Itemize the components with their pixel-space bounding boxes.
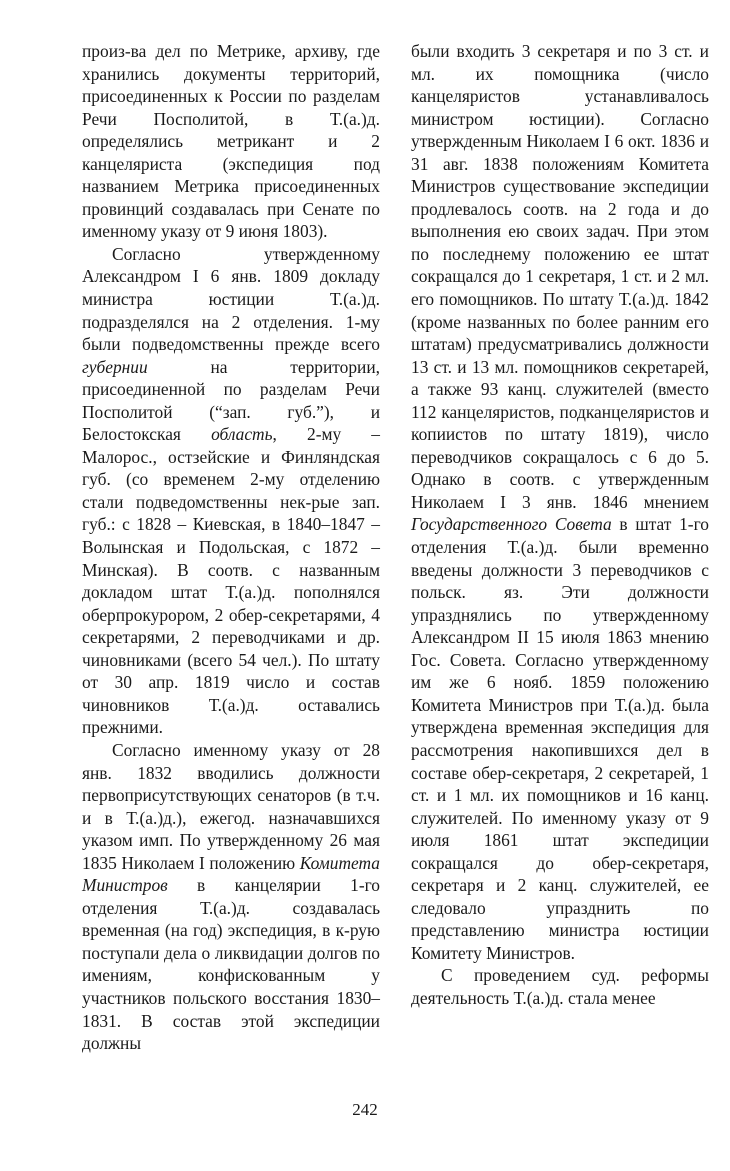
italic-term: область — [211, 424, 273, 445]
left-column — [82, 40, 380, 1055]
paragraph: Согласно именному указу от 28 янв. 1832 вводились должности первоприсутствующих сенаторов (в т.ч. и в Т.(а.)д.), ежегод. назначавшихся указом имп. По утвержденному 26 мая 1835 Николаем I положению Комитета Министров в канцелярии 1-го отделения Т.(а.)д. создавалась временная (на год) экспедиция, в к-рую поступали дела о ликвидации долгов по имениям, конфискованным у участников польского восстания 1830–1831. В состав этой экспедиции должны — [82, 739, 380, 1054]
paragraph: произ-ва дел по Метрике, архиву, где хранились документы территорий, присоединенных к России по разделам Речи Посполитой, в Т.(а.)д. определялись метрикант и 2 канцеляриста (экспедиция под названием Метрика присоединенных провинций создавалась при Сенате по именному указу от 9 июня 1803). — [82, 41, 380, 242]
page-number: 242 — [352, 1100, 378, 1119]
paragraph: были входить 3 секретаря и по 3 ст. и мл. их помощника (число канцеляристов устанавливалось министром юстиции). Согласно утвержденным Николаем I 6 окт. 1836 и 31 авг. 1838 положениям Комитета Министров существование экспедиции продлевалось соотв. на 2 года и до выполнения ею своих задач. При этом по последнему положению ее штат сокращался до 1 секретаря, 1 ст. и 2 мл. его помощников. По штату Т.(а.)д. 1842 (кроме названных по более ранним его штатам) предусматривались должности 13 ст. и 13 мл. помощников секретарей, а также 93 канц. служителей (вместо 112 канцеляристов, подканцеляристов и копиистов по штату 1819), число переводчиков сокращалось с 6 до 5. Однако в соотв. с утвержденным Николаем I 3 янв. 1846 мнением Государственного Совета в штат 1-го отделения Т.(а.)д. были временно введены должности 3 переводчиков с польск. яз. Эти должности упразднялись по утвержденному Александром II 15 июля 1863 мнению Гос. Совета. Согласно утвержденному им же 6 нояб. 1859 положению Комитета Министров при Т.(а.)д. была утверждена временная экспедиция для рассмотрения накопившихся дел в составе обер-секретаря, 2 секретарей, 1 ст. и 1 мл. их помощников и 16 канц. служителей. По именному указу от 9 июля 1861 штат экспедиции сокращался до обер-секретаря, секретаря и 2 канц. служителей, ее следовало упразднить по представлению министра юстиции Комитету Министров. — [411, 41, 709, 963]
paragraph: С проведением суд. реформы деятельность Т.(а.)д. стала менее — [411, 965, 709, 1008]
italic-term: Государственного Совета — [411, 514, 612, 535]
italic-term: губернии — [82, 356, 148, 377]
italic-term: Комитета Министров — [82, 852, 380, 896]
paragraph: Согласно утвержденному Александром I 6 янв. 1809 докладу министра юстиции Т.(а.)д. подразделялся на 2 отделения. 1-му были подведомственны прежде всего губернии на территории, присоединенной по разделам Речи Посполитой (“зап. губ.”), и Белостокская область, 2-му – Малорос., остзейские и Финляндская губ. (со временем 2-му отделению стали подведомственны нек-рые зап. губ.: с 1828 – Киевская, в 1840–1847 – Волынская и Подольская, с 1872 – Минская). В соотв. с названным докладом штат Т.(а.)д. пополнялся оберпрокурором, 2 обер-секретарями, 4 секретарями, 2 переводчиками и др. чиновниками (всего 54 чел.). По штату от 30 апр. 1819 число и состав чиновников Т.(а.)д. оставались прежними. — [82, 243, 380, 738]
right-column — [411, 40, 709, 1010]
